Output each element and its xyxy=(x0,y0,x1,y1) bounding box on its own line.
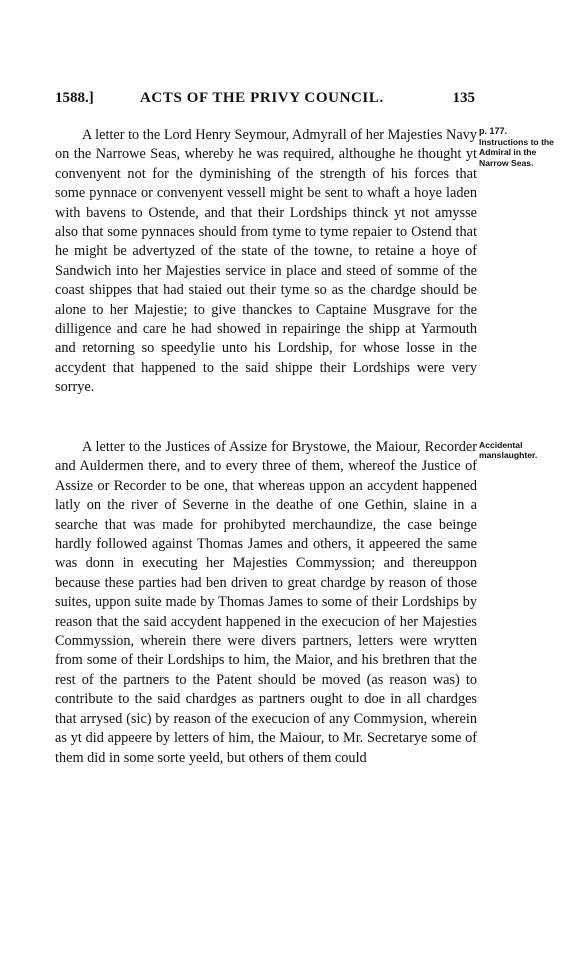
paragraph-letter-to-admiral: A letter to the Lord Henry Seymour, Admyrall of her Majesties Navy on the Narrowe Seas, whereby he was required, althoughe he thought yt convenyent not for the dyminishing of the strength of his forces that some pynnace or convenyent vessell might be sent to whaft a hoye laden with bavens to Ostende, and that their Lordships thinck yt not amysse also that some pynnaces should from tyme to tyme repaier to Ostend that he might be advertyzed of the state of the towne, to retaine a hoye of Sandwich into her Majesties service in place and steed of somme of the coast shippes that had staied out their tyme so as the chardge should be alone to her Majestie; to give thanckes to Captaine Musgrave for the dilligence and care he had showed in repairinge the shipp at Yarmouth and retorning so speedylie unto his Lordship, for whose losse in the accydent that happened to the said shippe their Lordships were very sorrye. xyxy=(55,127,477,396)
header-title: ACTS OF THE PRIVY COUNCIL. xyxy=(140,90,384,106)
sidenote-admiral-instructions xyxy=(479,126,561,168)
sidenote-manslaughter xyxy=(479,440,561,460)
sidenote-text: Accidental manslaughter. xyxy=(479,440,538,461)
page-number: 135 xyxy=(452,90,475,106)
sidenote-page-reference: p. 177. xyxy=(479,126,508,136)
paragraph-letter-to-justices: A letter to the Justices of Assize for Brystowe, the Maiour, Recorder and Auldermen there, and to every three of them, whereof the Justice of Assize or Recorder to be one, that whereas uppon an accydent happened latly on the river of Severne in the deathe of one Gethin, slaine in a searche that was made for prohibyted merchaundize, the case beinge hardly followed against Thomas James and others, it appeered the same was donn in executing her Majesties Commyssion; and thereuppon because these parties had ben driven to great chardge by reason of those suites, uppon suite made by Thomas James to some of their Lordships by reason that the said accydent happened in the execucion of her Majesties Commyssion, wherein there were divers partners, letters were wrytten from some of their Lordships to him, the Maior, and his brethren that the rest of the partners to the Patent should be moved (as reason was) to contribute to the said chardges as partners ought to doe in all chardges that arrysed (sic) by reason of the execucion of any Commysion, wherein as yt did appeere by letters of him, the Maiour, to Mr. Secretarye some of them did in some sorte yeeld, but others of them could xyxy=(55,439,477,766)
header-year: 1588.] xyxy=(55,90,94,106)
sidenote-text: Instructions to the Admiral in the Narrow Seas. xyxy=(479,137,554,168)
running-header xyxy=(55,90,475,112)
